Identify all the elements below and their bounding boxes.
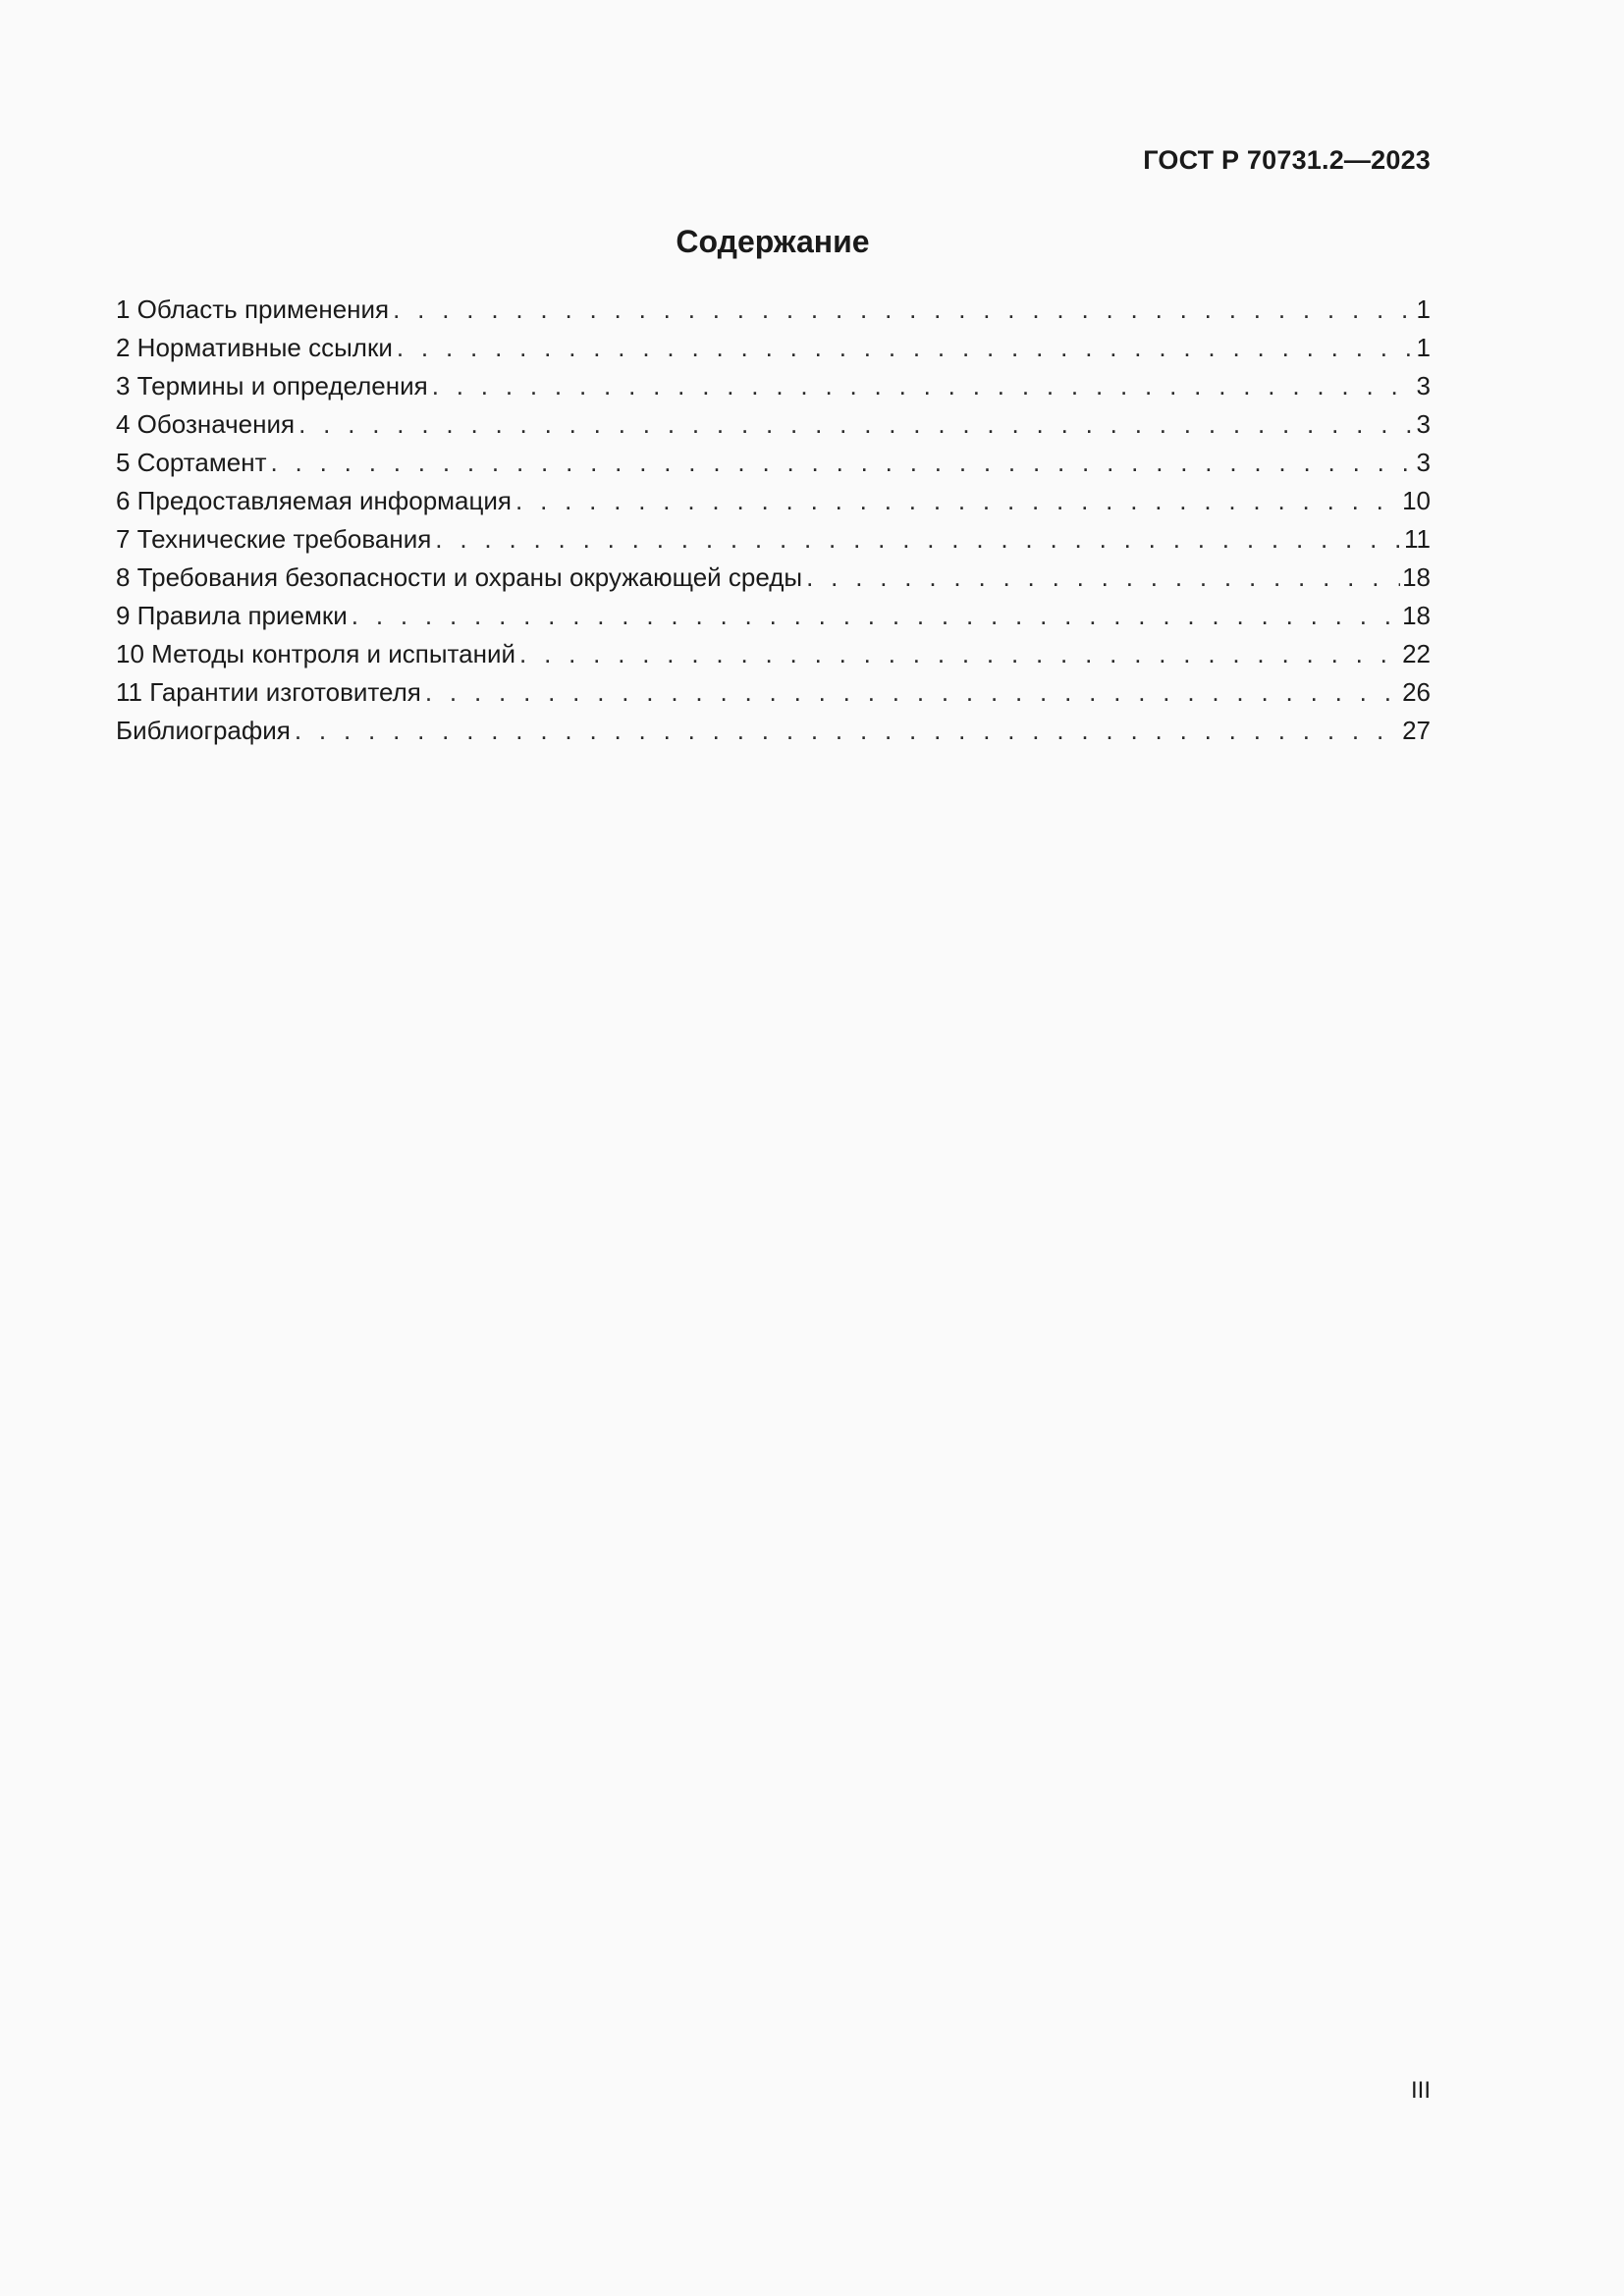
toc-entry-page: 3 — [1416, 448, 1431, 477]
toc-dot-leader — [435, 520, 1402, 559]
toc-dot-leader — [515, 482, 1400, 520]
toc-entry[interactable] — [116, 329, 1431, 367]
toc-entry-page: 18 — [1402, 601, 1431, 630]
toc-dot-leader — [393, 291, 1414, 329]
toc-entry-page: 27 — [1402, 716, 1431, 745]
toc-entry[interactable] — [116, 673, 1431, 712]
toc-entry[interactable] — [116, 635, 1431, 673]
toc-entry[interactable] — [116, 520, 1431, 559]
toc-entry-label: 6 Предоставляемая информация — [116, 486, 513, 515]
toc-entry-page: 18 — [1402, 562, 1431, 592]
toc-entry-page: 26 — [1402, 677, 1431, 707]
toc-entry-page: 3 — [1416, 409, 1431, 439]
toc-entry[interactable] — [116, 291, 1431, 329]
toc-dot-leader — [519, 635, 1400, 673]
toc-dot-leader — [806, 559, 1400, 597]
table-of-contents — [116, 291, 1431, 750]
toc-entry-label: 7 Технические требования — [116, 524, 432, 554]
toc-entry[interactable] — [116, 597, 1431, 635]
toc-entry-label: 11 Гарантии изготовителя — [116, 677, 421, 707]
toc-entry-label: 9 Правила приемки — [116, 601, 348, 630]
toc-entry-label: 2 Нормативные ссылки — [116, 333, 393, 362]
toc-entry-label: 8 Требования безопасности и охраны окружающей среды — [116, 562, 803, 592]
toc-entry-label: 10 Методы контроля и испытаний — [116, 639, 516, 668]
toc-entry[interactable] — [116, 444, 1431, 482]
document-code: ГОСТ Р 70731.2—2023 — [1143, 145, 1431, 175]
toc-entry-label: 3 Термины и определения — [116, 371, 428, 400]
toc-entry[interactable] — [116, 405, 1431, 444]
toc-entry-page: 11 — [1404, 524, 1431, 554]
toc-entry[interactable] — [116, 367, 1431, 405]
toc-dot-leader — [298, 405, 1414, 444]
toc-dot-leader — [295, 712, 1400, 750]
toc-dot-leader — [271, 444, 1415, 482]
toc-entry-page: 1 — [1416, 333, 1431, 362]
toc-entry-page: 22 — [1402, 639, 1431, 668]
toc-entry-label: 4 Обозначения — [116, 409, 296, 439]
toc-dot-leader — [397, 329, 1415, 367]
toc-entry[interactable] — [116, 712, 1431, 750]
toc-entry-page: 10 — [1402, 486, 1431, 515]
toc-entry-label: Библиография — [116, 716, 291, 745]
toc-entry-label: 1 Область применения — [116, 294, 390, 324]
toc-entry-page: 3 — [1416, 371, 1431, 400]
toc-entry[interactable] — [116, 482, 1431, 520]
toc-dot-leader — [352, 597, 1400, 635]
toc-entry[interactable] — [116, 559, 1431, 597]
toc-dot-leader — [425, 673, 1400, 712]
page-number: III — [1410, 2077, 1431, 2104]
toc-entry-page: 1 — [1416, 294, 1431, 324]
toc-entry-label: 5 Сортамент — [116, 448, 267, 477]
toc-dot-leader — [432, 367, 1415, 405]
toc-title: Содержание — [676, 224, 870, 259]
